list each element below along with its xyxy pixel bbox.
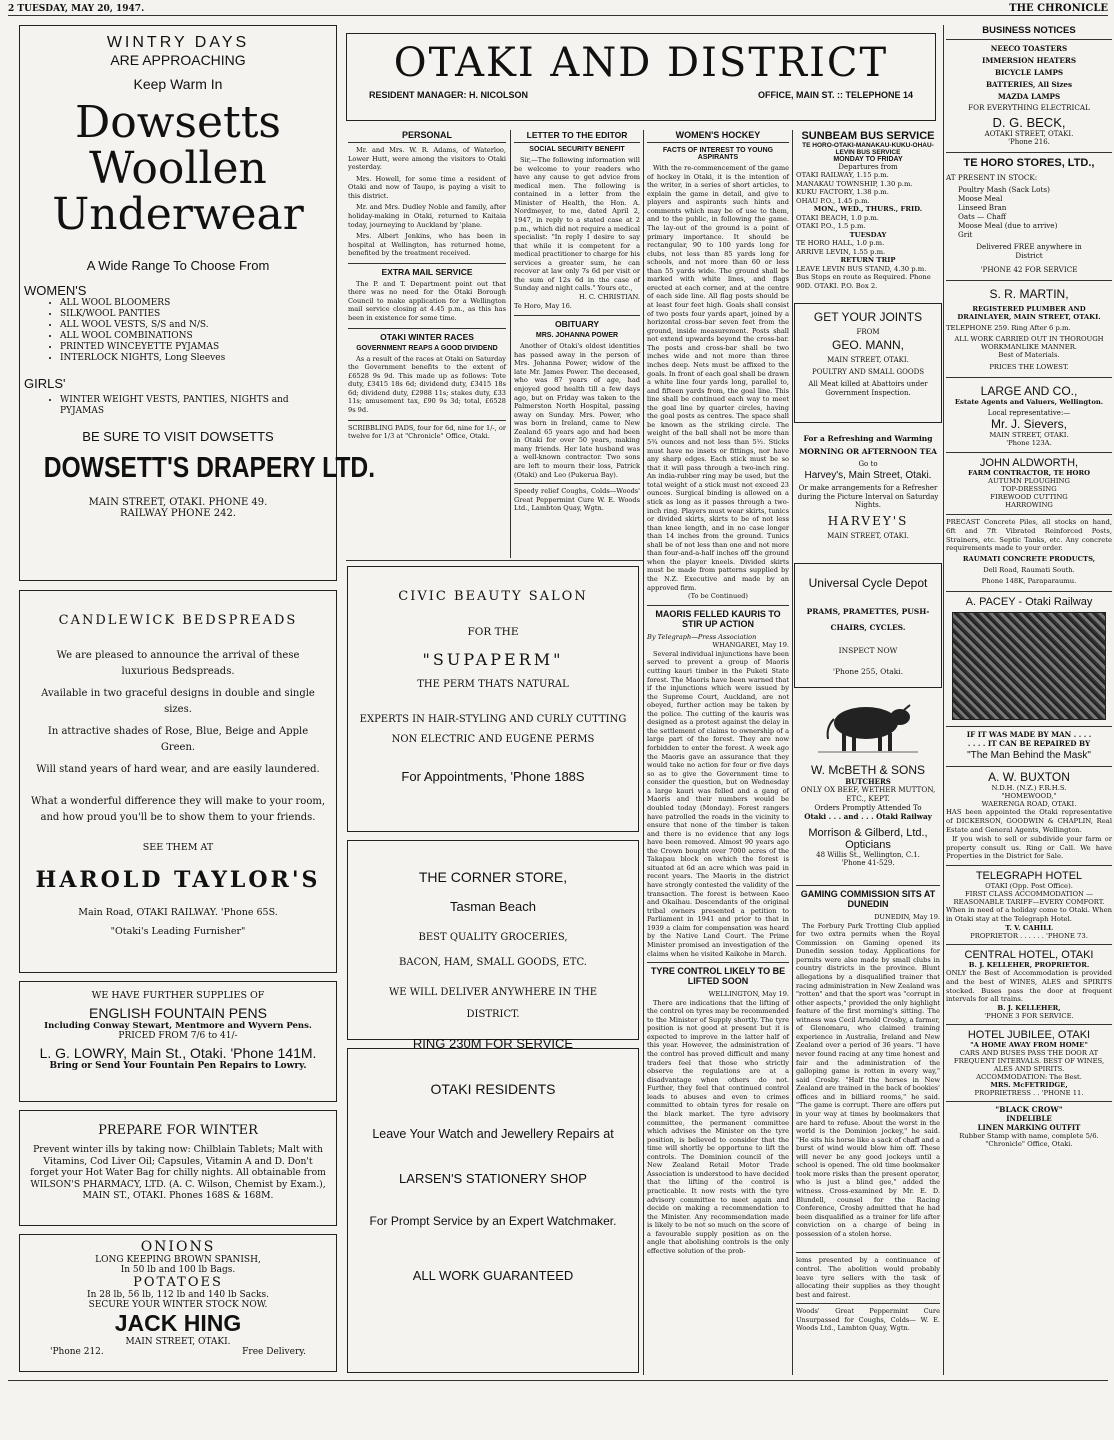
central-sign: B. J. KELLEHER, — [997, 1004, 1061, 1013]
aldworth-contractor: FARM CONTRACTOR, TE HORO — [967, 469, 1091, 477]
column-rule-3 — [792, 130, 793, 1375]
bus-timetable-row: OTAKI RAILWAY, 1.15 p.m. — [796, 171, 889, 179]
neeco-item: IMMERSION HEATERS — [981, 56, 1077, 65]
candlewick-see: SEE THEM AT — [142, 842, 214, 853]
cycle-depot-advert — [794, 563, 942, 688]
harvey-line2: MORNING OR AFTERNOON TEA — [799, 447, 937, 456]
beauty-salon-advert — [347, 566, 639, 832]
mann-line5: POULTRY AND SMALL GOODS — [811, 368, 925, 376]
buxton-appointed: HAS been appointed the Otaki representative of DICKERSON, GOODWIN & CHAPLIN, Real Estate and General Agents, Wellington. — [946, 808, 1112, 834]
personal-p1: Mr. and Mrs. W. R. Adams, of Waterloo, Lower Hutt, were among the visitors to Otaki yesterday. — [348, 146, 506, 172]
onions-advert — [19, 1234, 337, 1372]
buxton-sell: If you wish to sell or subdivide your farm or property consult us. Ring or Call. We have Properties in the District for Sale. — [946, 834, 1112, 861]
winter-body: Prevent winter ills by taking now: Chilblain Tablets; Malt with Vitamins, Cod Liver Oil; Capsules, Vitamin A and D. Don't forget your Hot Water Bag for chilly nights. All obtainable from WILSON'S PHARMACY, LTD. (A. C. Wilson, Chemist by Exam.), MAIN ST., OTAKI. Phones 168S & 168M. — [30, 1144, 326, 1201]
prepare-winter-advert — [19, 1110, 337, 1226]
jubilee-phone: PROPRIETRESS . . 'PHONE 11. — [974, 1089, 1084, 1098]
large-rep-label: Local representative:— — [987, 409, 1071, 417]
cycle-line1: Universal Cycle Depot — [808, 576, 928, 590]
tyre-continuation: lems presented by a continuance of control. The abolition would probably leave tyre sellers with the task of allocating their supplies as they thought best and fairest. — [796, 1252, 940, 1299]
harvey-line3: Go to — [858, 460, 878, 468]
womens-heading: WOMEN'S — [24, 283, 87, 298]
obituary-subtitle: MRS. JOHANNA POWER — [535, 332, 619, 340]
pens-line1: WE HAVE FURTHER SUPPLIES OF — [91, 990, 265, 1001]
pens-line6: Bring or Send Your Fountain Pen Repairs to Lowry. — [49, 1061, 307, 1071]
jubilee-accommodation: ACCOMMODATION: The Best. — [976, 1073, 1082, 1082]
morrison-name: Morrison & Gilberd, Ltd., — [808, 827, 928, 839]
geo-mann-advert — [794, 303, 942, 423]
maoris-title: MAORIS FELLED KAURIS TO STIR UP ACTION — [647, 605, 789, 629]
jack-hing-name: JACK HING — [114, 1310, 242, 1336]
mcbeth-locations: Otaki . . . and . . . Otaki Railway — [804, 812, 932, 821]
maoris-byline: By Telegraph—Press Association — [647, 632, 757, 641]
black-crow-office: "Chronicle" Office, Otaki. — [985, 1140, 1073, 1149]
concrete-notice: PRECAST Concrete Piles, all stocks on hand, 6ft and 7ft Vibrated Reinforced Posts, Strainers, etc. Septic Tanks, etc. Any concrete requirements made to your order. — [946, 514, 1112, 553]
beck-line1: FOR EVERYTHING ELECTRICAL — [968, 103, 1090, 112]
neeco-item: NEECO TOASTERS — [990, 44, 1068, 53]
jack-hing-phone: 'Phone 212. — [50, 1347, 104, 1357]
neeco-item: BICYCLE LAMPS — [994, 68, 1064, 77]
tyre-body: There are indications that the lifting of the control on tyres may be recommended to the Minister of Supply shortly. The tyre position is not good at present but it is expected to improve in the latter half of this year. However, the administration of the control has proved difficult and many traders feel that those who strictly observe the regulations are at a disadvantage when others do not. Further, they feel that continued control leads to abuses and even to crimes committed to obtain tyres for resale on the black market. The tyre advisory committee, the permanent committee which advises the Minister on the tyre position, is believed to consider that the time will shortly be opportune to lift the controls. The Dominion council of the New Zealand Retail Motor Trade Association is understood to have decided that the lifting of the control is practicable. It now rests with the tyre advisory committee to meet again and decide on making a recommendation to the Minister. Any recommendation made is likely to be not so much on the score of a favourable supply position as on the angle that abolishing controls is the only effective solution of the prob- — [647, 998, 789, 1255]
bus-timetable — [796, 171, 940, 290]
maoris-body: Several individual injunctions have been served to prevent a group of Maoris cutting kauri timber in the Puketi State forest. The Maoris have been warned that if the injunctions which were issued by the Supreme Court, Auckland, are not obeyed, further action may be taken by the police. The cutting of the kauris was designed as a protest against the delay in the settlement of claims to ownership of a large part of the forest. They are now forbidden to enter the forest. A week ago the Maoris gave an assurance that they would take no action for four or five days so as to give the Government time to consider the question, but on Wednesday a large kauri was felled and a gang of Maoris and their numbers would be doubled today (Monday). Forest rangers have patrolled the roads in the vicinity to ensure that none of the timber is taken and there is no evidence that any logs have been removed. Almost 90 years ago the Crown bought over 7000 acres of the Takapau block on which the forest is situated at 6d an acre which was paid in recent years. The Maoris in the district have strongly contested the validity of the transaction. The forest is between Kaeo and Okaihau. Descendants of the original tribal owners presented a petition to Parliament in 1941 and prior to that in 1939 a claim for compensation was heard by the Native Land Court. The Prime Minister promised an investigation of the claims when he visited Kaikohe in March. — [647, 649, 789, 958]
column-ad-separator — [346, 560, 643, 561]
letter-subtitle: SOCIAL SECURITY BENEFIT — [529, 146, 625, 153]
morrison-address: 48 Willis St., Wellington, C.1. — [816, 851, 920, 859]
tehoro-item: Moose Meal — [958, 194, 1003, 203]
mann-line3: GEO. MANN, — [831, 338, 904, 352]
tehoro-title: TE HORO STORES, LTD., — [946, 152, 1112, 169]
candlewick-p2: Available in two graceful designs in double and single sizes. — [41, 688, 315, 715]
personal-p3: Mr. and Mrs. Dudley Noble and family, after holiday-making in Otaki, returned to Kaitaia today, journeying to Auckland by 'plane. — [348, 203, 506, 229]
dowsetts-brand3: Underwear — [52, 189, 304, 240]
bus-timetable-row: OTAKI P.O., 1.5 p.m. — [796, 222, 866, 230]
central-owner: B. J. KELLEHER, PROPRIETOR. — [968, 960, 1090, 969]
candlewick-p4: Will stand years of hard wear, and are easily laundered. — [36, 764, 320, 775]
dowsetts-name: DOWSETT'S DRAPERY LTD. — [43, 452, 376, 484]
womens-list — [20, 298, 336, 364]
bus-timetable-row: KUKU FACTORY, 1.38 p.m. — [796, 188, 889, 196]
obituary-body: Another of Otaki's oldest identities has passed away in the person of Mrs. Johanna Power, widow of the late Mr. James Power. The deceased, who was 87 years of age, had enjoyed good health till a few days ago, but on Friday was taken to the Palmerston North Hospital, passing away on Sunday. Mrs. Power, who was born in Ireland, came to New Zealand 65 years ago and had been in Otaki for over 50 years, making many friends. Her late husband was a well-known contractor. Two sons are left to mourn their loss, Patrick (Otaki) and Leo (Pukerua Bay). — [514, 342, 640, 479]
bus-service-advert — [796, 130, 940, 300]
concrete-address: Dell Road, Raumati South. — [983, 566, 1075, 575]
concrete-phone: Phone 148K, Paraparaumu. — [981, 577, 1077, 586]
martin-prices: PRICES THE LOWEST. — [989, 363, 1069, 371]
dowsetts-address: MAIN STREET, OTAKI. PHONE 49. — [88, 497, 268, 508]
dowsetts-visit: BE SURE TO VISIT DOWSETTS — [82, 429, 274, 444]
telegraph-holiday: When in need of a holiday come to Otaki. When in Otaki stay at the Telegraph Hotel. — [946, 906, 1112, 924]
aldworth-name: JOHN ALDWORTH, — [946, 452, 1112, 469]
aldworth-harrowing: HARROWING — [1005, 501, 1053, 509]
woods-notice-1: Speedy relief Coughs, Colds—Woods' Great Peppermint Cure W. E. Woods Ltd., Lambton Quay, Wgtn. — [514, 483, 640, 513]
letter-column — [514, 130, 640, 562]
bus-timetable-row: OHAU P.O., 1.45 p.m. — [796, 196, 870, 205]
martin-phone: TELEPHONE 259. Ring After 6 p.m. — [946, 324, 1071, 332]
buxton-name: A. W. BUXTON — [946, 766, 1112, 784]
salon-appointments: For Appointments, 'Phone 188S — [401, 769, 585, 784]
corner-store-deliver: WE WILL DELIVER ANYWHERE IN THE DISTRICT. — [388, 987, 598, 1020]
column-rule-4 — [943, 25, 944, 1375]
beck-phone: 'Phone 216. — [1008, 138, 1050, 146]
womens-list-item: • ALL WOOL VESTS, S/S and N/S. — [60, 320, 336, 331]
pens-line4: PRICED FROM 7/6 to 41/- — [118, 1031, 238, 1041]
letter-place: Te Horo, May 16. — [514, 301, 572, 310]
large-name: LARGE AND CO., — [946, 377, 1112, 398]
tyre-dateline: WELLINGTON, May 19. — [708, 990, 789, 999]
womens-list-item: • SILK/WOOL PANTIES — [60, 309, 336, 320]
central-name: CENTRAL HOTEL, OTAKI — [946, 944, 1112, 961]
dowsetts-railway-phone: RAILWAY PHONE 242. — [120, 508, 236, 519]
large-agents: Estate Agents and Valuers, Wellington. — [954, 398, 1104, 406]
cycle-line2: PRAMS, PRAMETTES, PUSH-CHAIRS, CYCLES. — [806, 607, 930, 632]
mann-line4: MAIN STREET, OTAKI. — [827, 356, 909, 364]
corner-store-groceries: BEST QUALITY GROCERIES, — [418, 932, 568, 943]
bus-timetable-row: Bus Stops en route as Required. Phone 90D. OTAKI. P.O. Box 2. — [796, 273, 931, 290]
business-notices-title: BUSINESS NOTICES — [946, 25, 1112, 40]
hockey-continued: (To be Continued) — [688, 592, 748, 601]
page-date-header: 2 TUESDAY, MAY 20, 1947. — [8, 4, 145, 14]
girls-list-item: • WINTER WEIGHT VESTS, PANTIES, NIGHTS and PYJAMAS — [60, 395, 296, 417]
scribbling-pads-notice: SCRIBBLING PADS, four for 6d, nine for 1/-, or twelve for 1/3 at "Chronicle" Office, Otaki. — [348, 420, 506, 441]
cycle-line4: 'Phone 255, Otaki. — [832, 667, 904, 676]
mail-body: The P. and T. Department point out that there was no need for the Otaki Borough Council to make application for a Wellington mail service closing at 4.45 p.m., as this has been in existence for some time. — [348, 279, 506, 322]
pacey-name: A. PACEY - Otaki Railway — [946, 591, 1112, 608]
personal-p4: Mrs. Albert Jenkins, who has been in hospital at Wellington, has returned home, benefited by the treatment received. — [348, 232, 506, 258]
candlewick-p1: We are pleased to announce the arrival of these luxurious Bedspreads. — [56, 650, 300, 677]
races-title: OTAKI WINTER RACES — [348, 328, 506, 342]
salon-title: CIVIC BEAUTY SALON — [398, 589, 588, 604]
mcbeth-name: W. McBETH & SONS — [810, 763, 925, 777]
harvey-line4: Harvey's, Main Street, Otaki. — [804, 470, 932, 481]
bus-heading: MON., WED., THURS., FRID. — [813, 205, 923, 213]
mann-line6: All Meat killed at Abattoirs under Government Inspection. — [808, 380, 928, 397]
aldworth-firewood: FIREWOOD CUTTING — [990, 493, 1068, 501]
newspaper-name: THE CHRONICLE — [1009, 3, 1108, 14]
womens-list-item: • PRINTED WINCEYETTE PYJAMAS — [60, 342, 336, 353]
buxton-address: WAERENGA ROAD, OTAKI. — [981, 800, 1077, 809]
beck-address: AOTAKI STREET, OTAKI. — [984, 130, 1074, 138]
tehoro-item: Moose Meal (due to arrive) — [958, 221, 1058, 230]
corner-store-advert — [347, 840, 639, 1051]
residents-title: OTAKI RESIDENTS — [430, 1081, 556, 1097]
tehoro-phone: 'PHONE 42 FOR SERVICE — [980, 265, 1078, 274]
black-crow-title: "BLACK CROW" — [946, 1101, 1112, 1114]
pens-line5: L. G. LOWRY, Main St., Otaki. 'Phone 141M. — [39, 1045, 317, 1061]
onions-line3: In 50 lb and 100 lb Bags. — [120, 1265, 236, 1275]
mail-title: EXTRA MAIL SERVICE — [348, 263, 506, 277]
ox-illustration — [818, 695, 918, 757]
girls-heading: GIRLS' — [24, 376, 66, 391]
harold-taylors-slogan: "Otaki's Leading Furnisher" — [110, 926, 246, 937]
mcbeth-butchers: BUTCHERS — [845, 777, 891, 786]
fountain-pens-advert — [19, 981, 337, 1102]
tehoro-item: Grit — [958, 230, 973, 239]
bus-timetable-row: LEAVE LEVIN BUS STAND, 4.30 p.m. — [796, 264, 927, 273]
jubilee-name: HOTEL JUBILEE, OTAKI — [946, 1024, 1112, 1041]
morrison-opticians: Opticians — [845, 839, 891, 851]
jubilee-owner: MRS. McFETRIDGE, — [990, 1081, 1068, 1090]
larsens-shop: LARSEN'S STATIONERY SHOP — [399, 1171, 587, 1186]
large-rep-phone: 'Phone 123A. — [1006, 439, 1052, 447]
dowsetts-line1: WINTRY DAYS — [106, 34, 250, 51]
telegraph-phone: PROPRIETOR . . . . . . 'PHONE 73. — [970, 931, 1088, 940]
masthead-title: OTAKI AND DISTRICT — [393, 40, 889, 86]
neeco-item: MAZDA LAMPS — [997, 92, 1061, 101]
dowsetts-advert — [19, 25, 376, 581]
mcbeth-orders: Orders Promptly Attended To — [814, 803, 922, 812]
otaki-residents-advert — [347, 1048, 639, 1373]
personal-column — [348, 130, 506, 562]
gaming-title: GAMING COMMISSION SITS AT DUNEDIN — [796, 885, 940, 909]
bus-heading: RETURN TRIP — [840, 256, 896, 264]
cycle-line3: INSPECT NOW — [838, 646, 898, 655]
jack-hing-address: MAIN STREET, OTAKI. — [125, 1337, 231, 1347]
telegraph-owner: T. V. CAHILL — [1005, 923, 1053, 932]
mann-line1: GET YOUR JOINTS — [813, 310, 923, 324]
residents-prompt: For Prompt Service by an Expert Watchmaker. — [369, 1214, 617, 1228]
header-rule — [8, 15, 1108, 16]
girls-list — [20, 395, 336, 417]
office-telephone: OFFICE, MAIN ST. :: TELEPHONE 14 — [757, 90, 913, 100]
personal-p2: Mrs. Howell, for some time a resident of Otaki and now of Taupo, is paying a visit to this district. — [348, 174, 506, 200]
tyre-title: TYRE CONTROL LIKELY TO BE LIFTED SOON — [647, 962, 789, 986]
man-line3: "The Man Behind the Mask" — [967, 750, 1091, 762]
tehoro-delivered: Delivered FREE anywhere in District — [976, 242, 1082, 260]
dowsetts-line2: ARE APPROACHING — [110, 52, 246, 68]
tehoro-list — [958, 185, 1112, 239]
central-phone: 'PHONE 3 FOR SERVICE. — [984, 1012, 1074, 1021]
womens-list-item: • ALL WOOL BLOOMERS — [60, 298, 336, 309]
personal-title: PERSONAL — [348, 130, 506, 143]
concrete-company: RAUMATI CONCRETE PRODUCTS, — [962, 555, 1096, 564]
salon-experts: EXPERTS IN HAIR-STYLING AND CURLY CUTTING — [359, 714, 627, 725]
black-crow-indelible: INDELIBLE — [1006, 1114, 1052, 1124]
mann-line2: FROM — [856, 328, 880, 336]
potatoes-line2: SECURE YOUR WINTER STOCK NOW. — [88, 1300, 268, 1310]
man-line1: IF IT WAS MADE BY MAN . . . . — [946, 726, 1112, 739]
martin-materials: Best of Materials. — [998, 351, 1060, 359]
corner-store-bacon: BACON, HAM, SMALL GOODS, ETC. — [399, 957, 587, 968]
harvey-line6: HARVEY'S — [827, 513, 909, 528]
martin-work: ALL WORK CARRIED OUT IN THOROUGH WORKMANLIKE MANNER. — [954, 335, 1104, 351]
corner-store-ring: RING 230M FOR SERVICE — [412, 1036, 574, 1051]
salon-perms: NON ELECTRIC AND EUGENE PERMS — [391, 734, 595, 745]
hockey-subtitle: FACTS OF INTEREST TO YOUNG ASPIRANTS — [662, 147, 774, 161]
bus-title: SUNBEAM BUS SERVICE — [801, 130, 935, 142]
column-rule-1 — [510, 130, 511, 558]
bus-timetable-row: TE HORO HALL, 1.0 p.m. — [796, 239, 885, 247]
gaming-dateline: DUNEDIN, May 19. — [874, 913, 940, 921]
bus-route: TE HORO-OTAKI-MANAKAU-KUKU-OHAU-LEVIN BUS SERVICE — [802, 142, 934, 156]
letter-body: Sir,—The following information will be welcome to your readers who have any cause to get advice from medical men. The following is contained in a letter from the Minister of Health, the Hon. A. Nordmeyer, to me, dated April 2, 1947, in reply to a stated case at 2 p.m., which did not require a medical specialist: "In reply I desire to say that while it is competent for a medical practitioner to charge for his services a greater sum, he can recover at law only 7s 6d per visit or the sum of 12s 6d in the case of Sunday and night calls." Yours etc., — [514, 156, 640, 293]
tehoro-item: Poultry Mash (Sack Lots) — [958, 185, 1050, 194]
tehoro-item: Oats — Chaff — [958, 212, 1007, 221]
dowsetts-brand2: Woollen — [89, 143, 267, 194]
neeco-list — [946, 43, 1112, 103]
onions-title: ONIONS — [140, 1239, 216, 1255]
dowsetts-line3: Keep Warm In — [133, 76, 223, 92]
mcbeth-ox-beef: ONLY OX BEEF, WETHER MUTTON, ETC., KEPT. — [800, 785, 936, 803]
beck-name: D. G. BECK, — [992, 115, 1066, 130]
candlewick-p5: What a wonderful difference they will make to your room, and how proud you'll be to show them to your friends. — [30, 796, 326, 823]
ads-column-d — [796, 130, 940, 1378]
gaming-article — [796, 885, 940, 1385]
aldworth-topdressing: TOP-DRESSING — [1001, 485, 1057, 493]
pacey-photo — [952, 612, 1106, 720]
buxton-quals: N.D.H. (N.Z.) F.R.H.S. — [991, 784, 1067, 793]
womens-list-item: • INTERLOCK NIGHTS, Long Sleeves — [60, 353, 336, 364]
races-body: As a result of the races at Otaki on Saturday the Government benefits to the extent of £6528 9s 9d. This made up as follows: Tote duty, £3415 18s 6d; dividend duty, £3415 18s 6d; dividend duty, £2988 11s; stakes duty, £33 11s; amusement tax, £90 9s 3d; total, £6528 9s 9d. — [348, 354, 506, 414]
gaming-body: The Forbury Park Trotting Club applied for two extra permits when the Royal Commission on Gaming opened its Dunedin session today. Applications for permits were also made by small clubs in country districts in the province. Blunt allegations by a disqualified trainer that racing administration in New Zealand was "rotten" and that the sport was "corrupt in other aspects," provided the only highlight feature of the first morning's sitting. The witness was Cecil Arnold Crosby, a farmer, of Glenomaru, who claimed training experience in Australia, Ireland and New Zealand over a period of 36 years. "I have never found racing at any time honest and fair and the administration of the galloping game is rotten in every way," said Crosby. "Half the horses in New Zealand are trained in the back of bookies' offices and in billiard rooms," he said. "The game is corrupt. There are offers put in your way at times by bookmakers that are hard to refuse. About the worst in the world is the Dominion jockey," he said. "He sits his horse like a sack of chaff and a burst of wind would blow him off. These will never be any good jockeys until a school is opened. The old time bookmaker took more risks than the present operator, who is just a blind gee," added the witness. Cross-examined by Mr. E. D. Blundell, counsel for the Racing Conference, Crosby admitted that he had been disqualified as a trainer for life after conviction on a charge of being in possession of a stolen horse. — [796, 921, 940, 1238]
man-line2: . . . . IT CAN BE REPAIRED BY — [967, 739, 1091, 749]
residents-leave: Leave Your Watch and Jewellery Repairs at — [372, 1127, 614, 1141]
martin-trade: REGISTERED PLUMBER AND DRAINLAYER, MAIN STREET, OTAKI. — [957, 305, 1101, 321]
mcbeth-advert — [796, 693, 940, 868]
bus-days: MONDAY TO FRIDAY — [833, 156, 903, 163]
harveys-advert — [796, 428, 940, 558]
telegraph-accommodation: FIRST CLASS ACCOMMODATION —REASONABLE TARIFF—EVERY COMFORT. — [953, 890, 1105, 907]
salon-natural: THE PERM THATS NATURAL — [417, 679, 569, 690]
jack-hing-delivery: Free Delivery. — [242, 1347, 306, 1357]
potatoes-title: POTATOES — [133, 1275, 223, 1290]
aldworth-ploughing: AUTUMN PLOUGHING — [988, 477, 1070, 485]
races-subtitle: GOVERNMENT REAPS A GOOD DIVIDEND — [356, 344, 498, 352]
hockey-body: With the re-commencement of the game of hockey in Otaki, it is the intention of the writer, in a series of short articles, to explain the game in detail, and give to players and aspirants such hints and comments which may be of use to them, and to the public, in following the game. The lay-out of the ground is a point of primary importance. It should be rectangular, 90 to 100 yards long for clubs, not less than 85 yards long for schools, and not more than 60 or less than 55 yards wide. The ground shall be marked with white lines, and flags erected at each corner, and at the centre of each side line. All flag posts should be at least four feet high. Goals shall consist of two posts four yards apart, joined by a horizontal cross-bar seven feet from the ground, inside measurement. Posts shall not extend upwards beyond the cross-bar. The posts and cross-bar shall be two inches wide and not more than three inches deep. Nets must be affixed to the goals. In front of each goal shall be drawn a white line four yards long, parallel to, and fifteen yards from, the goal line. This line shall be continued each way to meet the goal line by quarter circles, having the goal posts as centres. The space shall be known as the striking circle. The weight of the ball shall not be more than 5¾ ounces and not less than 5½. Sticks must have no insets or fittings, nor have any sharp edges. Each stick must be so that it will pass through a two-inch ring. An india-rubber ring may be used, but the total weight of a stick must not exceed 23 ounces. Surgical binding is allowed on a stick as long as it passes through a two-inch ring. Players must wear skirts, tunics or divided skirts, skirts to be of not less than knee length, and in no case longer than 14 inches from the ground. Tunics shall be of not less than one and not more than four-and-a-half inches off the ground when the player kneels. Divided skirts must be made from patterns supplied by the N.Z. Executive and made by an approved firm. — [647, 164, 789, 592]
business-notices — [946, 25, 1112, 1375]
salon-supaperm: "SUPAPERM" — [422, 650, 564, 669]
resident-manager: RESIDENT MANAGER: H. NICOLSON — [369, 90, 529, 100]
martin-name: S. R. MARTIN, — [946, 280, 1112, 301]
central-body: ONLY the Best of Accommodation is provided and the best of WINES, ALES and SPIRITS stocked. Buses pass the door at frequent intervals for all trains. — [946, 968, 1112, 1004]
winter-title: PREPARE FOR WINTER — [98, 1123, 258, 1138]
onions-line2: LONG KEEPING BROWN SPANISH, — [95, 1255, 261, 1265]
large-rep-name: Mr. J. Sievers, — [990, 417, 1067, 431]
buxton-homewood: "HOMEWOOD," — [1001, 792, 1057, 801]
dowsetts-brand1: Dowsetts — [75, 97, 281, 148]
column-rule-2 — [643, 130, 644, 1375]
masthead — [346, 33, 936, 121]
jubilee-slogan: "A HOME AWAY FROM HOME" — [970, 1041, 1088, 1050]
harvey-line5: Or make arrangements for a Refresher during the Picture Interval on Saturday Nights. — [797, 484, 939, 509]
black-crow-outfit: LINEN MARKING OUTFIT — [977, 1123, 1081, 1133]
letter-signature: H. C. CHRISTIAN. — [578, 293, 640, 301]
maoris-dateline: WHANGAREI, May 19. — [712, 641, 789, 650]
candlewick-advert — [19, 590, 337, 973]
tehoro-stock: AT PRESENT IN STOCK: — [946, 173, 1038, 182]
hockey-title: WOMEN'S HOCKEY — [647, 130, 789, 143]
womens-list-item: • ALL WOOL COMBINATIONS — [60, 331, 336, 342]
letter-title: LETTER TO THE EDITOR — [514, 130, 640, 143]
residents-guaranteed: ALL WORK GUARANTEED — [412, 1268, 574, 1283]
morrison-phone: 'Phone 41-529. — [841, 859, 895, 867]
candlewick-title: CANDLEWICK BEDSPREADS — [58, 613, 298, 628]
harold-taylors-name: HAROLD TAYLOR'S — [35, 867, 321, 893]
bus-timetable-row: MANAKAU TOWNSHIP, 1.30 p.m. — [796, 179, 913, 188]
woods-notice-2: Woods' Great Peppermint Cure Unsurpassed for Coughs, Colds— W. E. Woods Ltd., Lambton Quay, Wgtn. — [796, 1303, 940, 1333]
harvey-line1: For a Refreshing and Warming — [803, 434, 933, 443]
bus-departures: Departures from — [838, 163, 898, 171]
pens-line3: Including Conway Stewart, Mentmore and Wyvern Pens. — [44, 1021, 312, 1031]
jubilee-body: CARS AND BUSES PASS THE DOOR AT FREQUENT INTERVALS. BEST OF WINES, ALES AND SPIRITS. — [953, 1049, 1105, 1074]
harvey-line7: MAIN STREET, OTAKI. — [827, 531, 909, 540]
corner-store-location: Tasman Beach — [450, 899, 536, 914]
footer-rule — [8, 1380, 1108, 1381]
bus-timetable-row: OTAKI BEACH, 1.0 p.m. — [796, 213, 879, 222]
harold-taylors-address: Main Road, OTAKI RAILWAY. 'Phone 65S. — [78, 907, 278, 918]
neeco-item: BATTERIES, All Sizes — [985, 80, 1073, 89]
obituary-title: OBITUARY — [514, 315, 640, 329]
hockey-column — [647, 130, 789, 1378]
pens-line2: ENGLISH FOUNTAIN PENS — [89, 1005, 267, 1021]
large-rep-address: MAIN STREET, OTAKI. — [989, 431, 1069, 439]
potatoes-line1: In 28 lb, 56 lb, 112 lb and 140 lb Sacks. — [87, 1290, 269, 1300]
dowsetts-subtitle: A Wide Range To Choose From — [86, 258, 270, 273]
bus-timetable-row: ARRIVE LEVIN, 1.55 p.m. — [796, 247, 886, 256]
corner-store-title: THE CORNER STORE, — [418, 869, 568, 885]
salon-for-the: FOR THE — [467, 626, 519, 638]
telegraph-location: OTAKI (Opp. Post Office). — [985, 882, 1073, 891]
candlewick-p3: In attractive shades of Rose, Blue, Beige and Apple Green. — [47, 726, 309, 753]
black-crow-stamp: Rubber Stamp with name, complete 5/6. — [959, 1132, 1099, 1141]
tehoro-item: Linseed Bran — [958, 203, 1007, 212]
telegraph-name: TELEGRAPH HOTEL — [946, 865, 1112, 882]
bus-heading: TUESDAY — [849, 230, 887, 239]
